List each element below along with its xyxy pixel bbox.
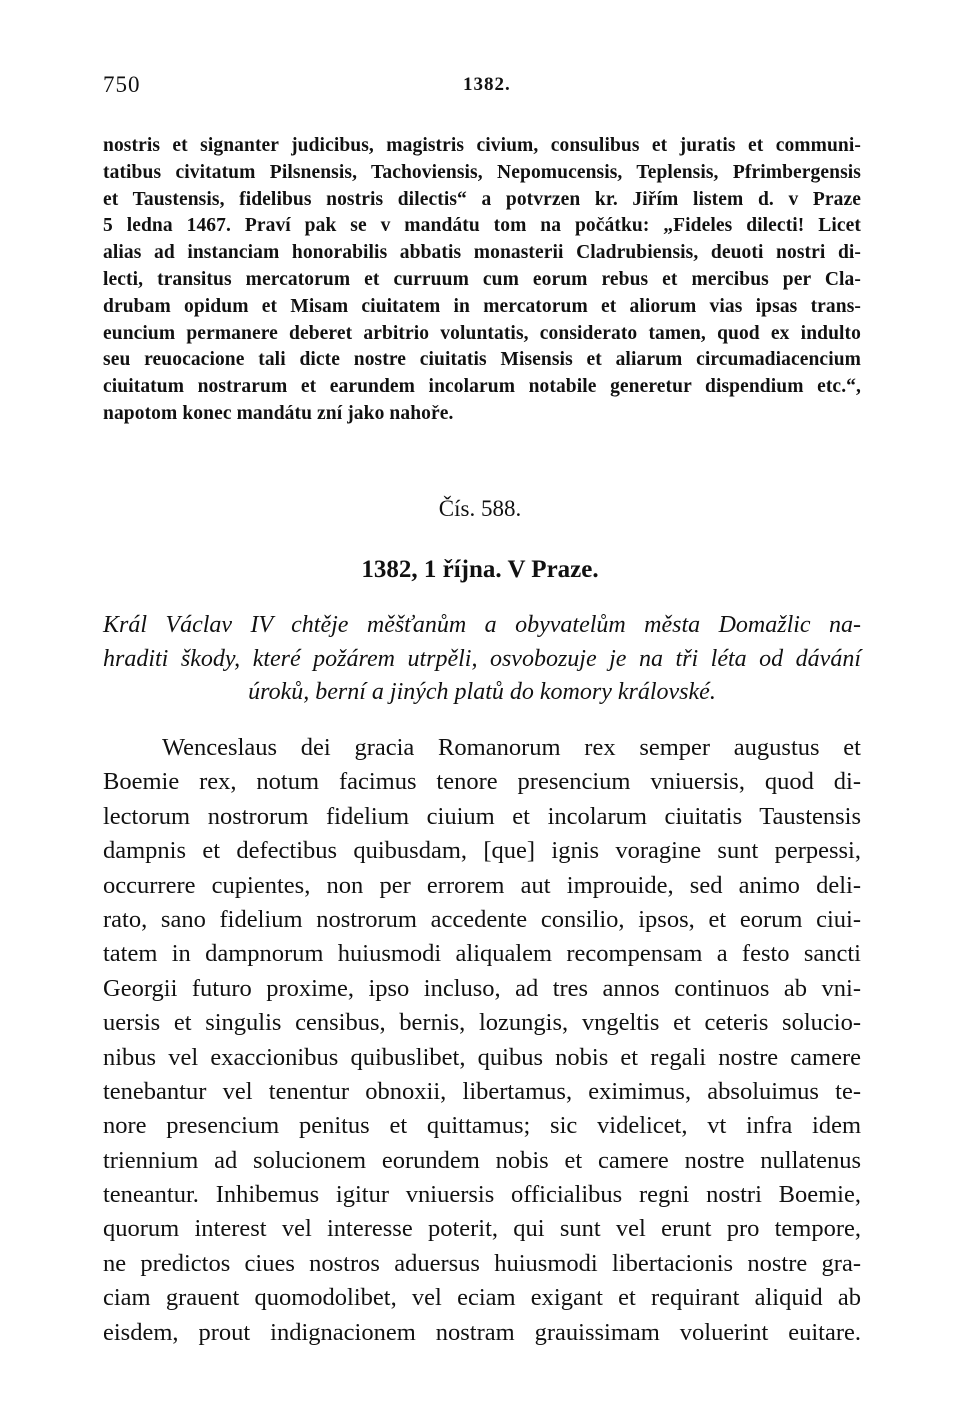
text-line: eisdem, prout indignacionem nostram grauissimam voluerint euitare. bbox=[103, 1318, 861, 1346]
note-line: tatibus civitatum Pilsnensis, Tachoviensis, Nepomucensis, Teplensis, Pfrimbergensis bbox=[103, 161, 861, 183]
text-line: lectorum nostrorum fidelium ciuium et incolarum ciuitatis Taustensis bbox=[103, 802, 861, 830]
document-number: Čís. 588. bbox=[438, 496, 522, 521]
regest-line: hraditi škody, které požárem utrpěli, osvobozuje je na tři léta od dávání bbox=[103, 645, 861, 672]
note-line: nostris et signanter judicibus, magistris civium, consulibus et juratis et communi- bbox=[103, 135, 861, 156]
note-line: alias ad instanciam honorabilis abbatis monasterii Cladrubiensis, deuoti nostri di- bbox=[103, 242, 861, 264]
page-number: 750 bbox=[103, 72, 141, 97]
note-line: et Taustensis, fidelibus nostris dilectis“ a potvrzen kr. Jiřím listem d. v Praze bbox=[103, 188, 861, 210]
note-line: euncium permanere deberet arbitrio voluntatis, considerato tamen, quod ex indulto bbox=[103, 322, 861, 344]
text-line: Wenceslaus dei gracia Romanorum rex semper augustus et bbox=[162, 734, 861, 761]
text-line: triennium ad solucionem eorundem nobis et camere nostre nullatenus bbox=[103, 1146, 861, 1174]
note-line: 5 ledna 1467. Praví pak se v mandátu tom na počátku: „Fideles dilecti! Licet bbox=[103, 215, 861, 237]
text-line: nibus vel exaccionibus quibuslibet, quibus nobis et regali nostre camere bbox=[103, 1043, 861, 1071]
text-line: Georgii futuro proxime, ipso incluso, ad tres annos continuos ab vni- bbox=[103, 974, 861, 1002]
document-date-place: 1382, 1 října. V Praze. bbox=[361, 556, 599, 583]
text-line: ne predictos ciues nostros aduersus huiusmodi libertacionis nostre gra- bbox=[103, 1249, 861, 1277]
regest-line: úroků, berní a jiných platů do komory královské. bbox=[248, 679, 716, 705]
text-line: teneantur. Inhibemus igitur vniuersis officialibus regni nostri Boemie, bbox=[103, 1181, 861, 1209]
text-line: quorum interest vel interesse poterit, qui sunt vel erunt pro tempore, bbox=[103, 1215, 861, 1243]
text-line: ciam grauent quomodolibet, vel eciam exigant et requirant aliquid ab bbox=[103, 1284, 861, 1312]
document-regest bbox=[103, 609, 861, 710]
document-text bbox=[103, 731, 861, 1350]
text-line: dampnis et defectibus quibusdam, [que] ignis voragine sunt perpessi, bbox=[103, 837, 861, 865]
running-head: 1382. bbox=[463, 74, 511, 95]
preceding-note bbox=[103, 133, 861, 428]
text-line: tatem in dampnorum huiusmodi aliqualem recompensam a festo sancti bbox=[103, 940, 861, 968]
page-header bbox=[103, 72, 863, 104]
note-line: seu reuocacione tali dicte nostre ciuitatis Misensis et aliarum circumadiacencium bbox=[103, 349, 861, 371]
text-line: occurrere cupientes, non per errorem aut improuide, sed animo deli- bbox=[103, 871, 861, 899]
text-line: nore presencium penitus et quittamus; sic videlicet, vt infra idem bbox=[103, 1112, 861, 1140]
text-line: uersis et singulis censibus, bernis, lozungis, vngeltis et ceteris solucio- bbox=[103, 1009, 861, 1037]
note-line: napotom konec mandátu zní jako nahoře. bbox=[103, 402, 454, 424]
text-line: rato, sano fidelium nostrorum accedente consilio, ipsos, et eorum ciui- bbox=[103, 905, 861, 933]
note-line: drubam opidum et Misam ciuitatem in mercatorum et aliorum vias ipsas trans- bbox=[103, 295, 861, 317]
note-line: lecti, transitus mercatorum et curruum cum eorum rebus et mercibus per Cla- bbox=[103, 268, 861, 290]
regest-line: Král Václav IV chtěje měšťanům a obyvatelům města Domažlic na- bbox=[103, 612, 861, 638]
text-line: Boemie rex, notum facimus tenore presencium vniuersis, quod di- bbox=[103, 768, 861, 796]
text-line: tenebantur vel tenentur obnoxii, libertamus, eximimus, absoluimus te- bbox=[103, 1077, 861, 1105]
note-line: ciuitatum nostrarum et earundem incolarum notabile generetur dispendium etc.“, bbox=[103, 376, 861, 398]
